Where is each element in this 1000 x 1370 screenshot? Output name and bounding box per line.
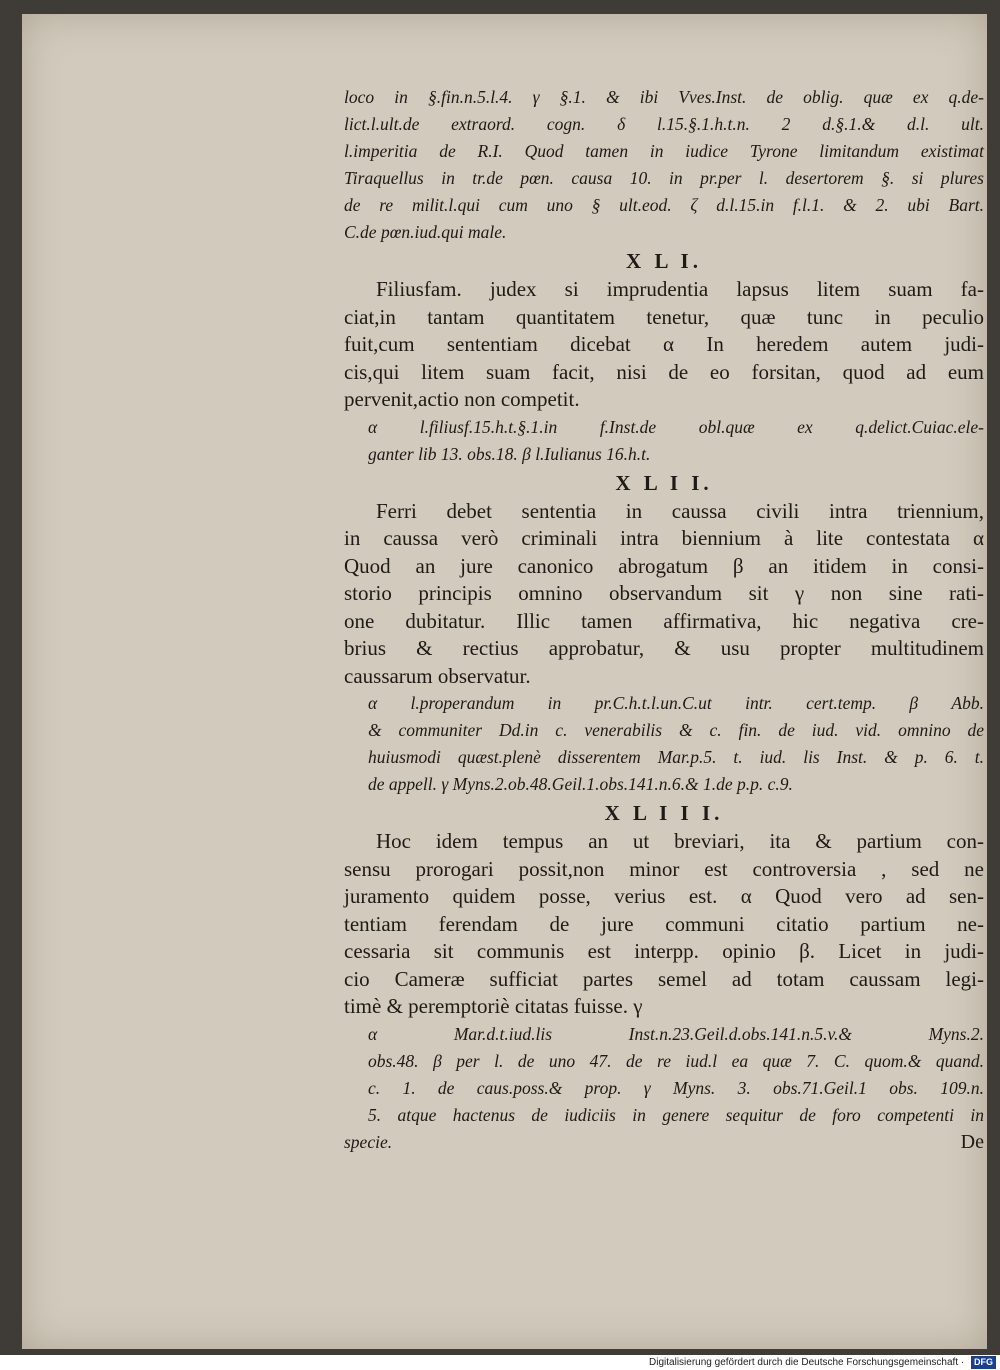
text-line: timè & peremptoriè citatas fuisse. γ <box>344 994 643 1018</box>
note-line: l.imperitia de R.I. Quod tamen in iudice Tyrone limitandum existimat <box>344 141 984 161</box>
text-line: fuit,cum sententiam dicebat α In heredem autem judi- <box>344 332 984 356</box>
section-text-xli <box>344 276 984 414</box>
note-line: Tiraquellus in tr.de pœn. causa 10. in pr.per l. desertorem §. si plures <box>344 168 984 188</box>
text-line: Filiusfam. judex si imprudentia lapsus litem suam fa- <box>376 277 984 301</box>
top-footnotes <box>344 84 984 246</box>
section-text-xlii <box>344 498 984 691</box>
section-notes-xli <box>344 414 984 468</box>
page-text-block <box>344 84 984 1156</box>
note-line: α l.properandum in pr.C.h.t.l.un.C.ut intr. cert.temp. β Abb. <box>368 693 984 713</box>
text-line: pervenit,actio non competit. <box>344 387 580 411</box>
note-line: α Mar.d.t.iud.lis Inst.n.23.Geil.d.obs.141.n.5.v.& Myns.2. <box>368 1023 984 1044</box>
note-line: lict.l.ult.de extraord. cogn. δ l.15.§.1.h.t.n. 2 d.§.1.& d.l. ult. <box>344 114 984 134</box>
footer-credit: Digitalisierung gefördert durch die Deutsche Forschungsgemeinschaft · <box>649 1357 965 1368</box>
section-notes-xliii <box>344 1021 984 1129</box>
book-page <box>22 14 987 1349</box>
text-line: Quod an jure canonico abrogatum β an itidem in consi- <box>344 553 984 578</box>
text-line: cessaria sit communis est interpp. opinio β. Licet in judi- <box>344 939 984 963</box>
text-line: tentiam ferendam de jure communi citatio partium ne- <box>344 911 984 936</box>
text-line: brius & rectius approbatur, & usu propter multitudinem <box>344 636 984 660</box>
text-line: sensu prorogari possit,non minor est controversia , sed ne <box>344 856 984 881</box>
text-line: storio principis omnino observandum sit γ non sine rati- <box>344 581 984 605</box>
section-heading-xliii: X L I I I. <box>604 801 724 825</box>
note-line: & communiter Dd.in c. venerabilis & c. fin. de iud. vid. omnino de <box>368 720 984 740</box>
note-line: 5. atque hactenus de iudiciis in genere sequitur de foro competenti in <box>368 1104 984 1125</box>
text-line: Ferri debet sententia in caussa civili intra triennium, <box>376 498 984 523</box>
text-line: in caussa verò criminali intra biennium à lite contestata α <box>344 526 984 550</box>
section-text-xliii <box>344 828 984 1021</box>
text-line: caussarum observatur. <box>344 663 531 688</box>
note-line: C.de pœn.iud.qui male. <box>344 222 507 242</box>
section-heading-xlii: X L I I. <box>615 470 713 495</box>
note-line: obs.48. β per l. de uno 47. de re iud.l ea quæ 7. C. quom.& quand. <box>368 1050 984 1071</box>
digitization-footer <box>0 1355 1000 1370</box>
closing-row <box>344 1129 984 1156</box>
note-line: de re milit.l.qui cum uno § ult.eod. ζ d.l.15.in f.l.1. & 2. ubi Bart. <box>344 195 984 215</box>
note-line: c. 1. de caus.poss.& prop. γ Myns. 3. obs.71.Geil.1 obs. 109.n. <box>368 1077 984 1098</box>
text-line: one dubitatur. Illic tamen affirmativa, hic negativa cre- <box>344 608 984 633</box>
section-heading-xli: X L I. <box>626 249 702 273</box>
text-line: Hoc idem tempus an ut breviari, ita & partium con- <box>376 829 984 853</box>
note-line: huiusmodi quæst.plenè disserentem Mar.p.5. t. iud. lis Inst. & p. 6. t. <box>368 747 984 767</box>
note-line: ganter lib 13. obs.18. β l.Iulianus 16.h.t. <box>368 443 651 464</box>
text-line: cis,qui litem suam facit, nisi de eo forsitan, quod ad eum <box>344 359 984 384</box>
closing-note: specie. <box>344 1131 393 1152</box>
catchword: De <box>960 1130 984 1153</box>
text-line: cio Cameræ sufficiat partes semel ad totam caussam legi- <box>344 966 984 991</box>
note-line: α l.filiusf.15.h.t.§.1.in f.Inst.de obl.quæ ex q.delict.Cuiac.ele- <box>368 416 984 437</box>
section-notes-xlii <box>344 690 984 798</box>
text-line: ciat,in tantam quantitatem tenetur, quæ tunc in peculio <box>344 304 984 329</box>
text-line: juramento quidem posse, verius est. α Quod vero ad sen- <box>344 884 984 908</box>
dfg-logo-icon: DFG <box>971 1356 996 1369</box>
note-line: loco in §.fin.n.5.l.4. γ §.1. & ibi Vves.Inst. de oblig. quæ ex q.de- <box>344 87 984 107</box>
note-line: de appell. γ Myns.2.ob.48.Geil.1.obs.141.n.6.& 1.de p.p. c.9. <box>368 774 793 794</box>
